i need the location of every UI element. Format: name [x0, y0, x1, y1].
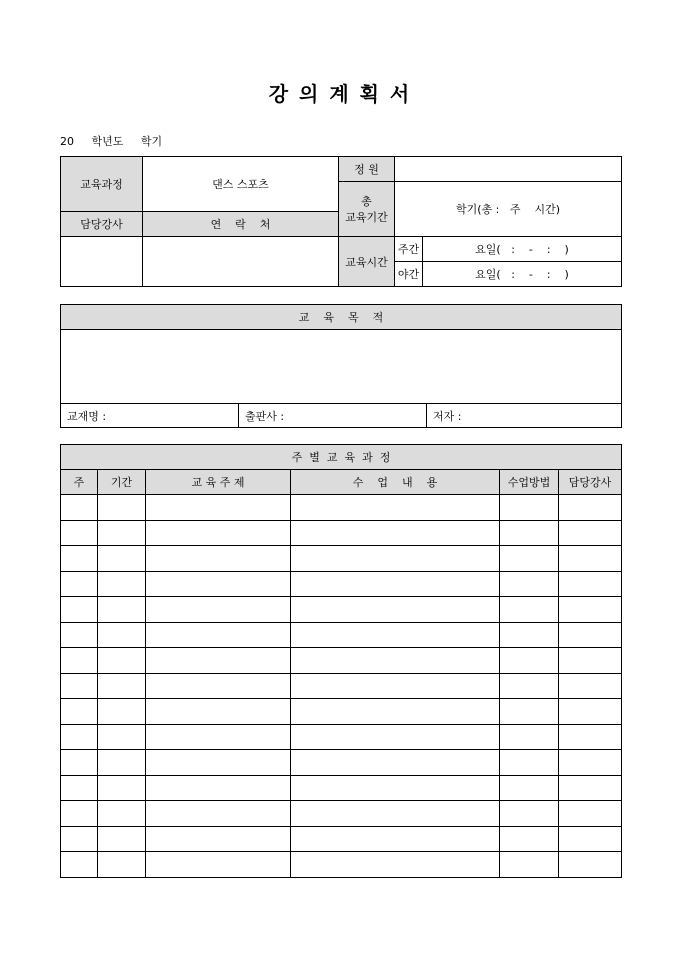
- period-cell[interactable]: [98, 852, 146, 878]
- period-cell[interactable]: [98, 699, 146, 725]
- instructor-cell[interactable]: [559, 801, 622, 827]
- period-cell[interactable]: [98, 597, 146, 623]
- content-cell[interactable]: [291, 699, 500, 725]
- total-period-label: [339, 182, 395, 237]
- week-cell[interactable]: [61, 852, 98, 878]
- week-cell[interactable]: [61, 775, 98, 801]
- table-row: [61, 724, 622, 750]
- week-cell[interactable]: [61, 699, 98, 725]
- instructor-cell[interactable]: [559, 571, 622, 597]
- table-row: [61, 648, 622, 674]
- table-row: [61, 597, 622, 623]
- topic-cell[interactable]: [146, 673, 291, 699]
- goals-content[interactable]: [61, 330, 622, 404]
- content-cell[interactable]: [291, 495, 500, 521]
- week-cell[interactable]: [61, 826, 98, 852]
- goals-table: [60, 304, 622, 428]
- period-cell[interactable]: [98, 495, 146, 521]
- table-row: [61, 571, 622, 597]
- weekly-column-headers: [61, 470, 622, 495]
- capacity-label: 정 원: [339, 157, 395, 182]
- instructor-label: 담당강사: [61, 212, 143, 237]
- col-content: 수 업 내 용: [291, 470, 500, 495]
- instructor-cell[interactable]: [559, 597, 622, 623]
- content-cell[interactable]: [291, 775, 500, 801]
- method-cell[interactable]: [500, 648, 559, 674]
- table-row: [61, 495, 622, 521]
- week-cell[interactable]: [61, 571, 98, 597]
- period-cell[interactable]: [98, 673, 146, 699]
- period-cell[interactable]: [98, 520, 146, 546]
- method-cell[interactable]: [500, 801, 559, 827]
- topic-cell[interactable]: [146, 775, 291, 801]
- col-topic: 교 육 주 제: [146, 470, 291, 495]
- instructor-cell[interactable]: [559, 750, 622, 776]
- goals-header: 교 육 목 적: [61, 305, 622, 330]
- topic-cell[interactable]: [146, 826, 291, 852]
- year-value: 20: [60, 135, 74, 148]
- week-cell[interactable]: [61, 622, 98, 648]
- period-cell[interactable]: [98, 801, 146, 827]
- content-cell[interactable]: [291, 546, 500, 572]
- day-label: 주간: [395, 237, 423, 262]
- table-row: [61, 750, 622, 776]
- method-cell[interactable]: [500, 622, 559, 648]
- period-cell[interactable]: [98, 622, 146, 648]
- topic-cell[interactable]: [146, 520, 291, 546]
- total-label-line2: 교육기간: [345, 211, 388, 224]
- week-cell[interactable]: [61, 648, 98, 674]
- semester-label: 학기: [140, 135, 163, 148]
- method-cell[interactable]: [500, 852, 559, 878]
- content-cell[interactable]: [291, 801, 500, 827]
- topic-cell[interactable]: [146, 801, 291, 827]
- period-cell[interactable]: [98, 750, 146, 776]
- textbook-field[interactable]: 교재명 :: [61, 404, 239, 428]
- week-cell[interactable]: [61, 750, 98, 776]
- topic-cell[interactable]: [146, 852, 291, 878]
- table-row: [61, 852, 622, 878]
- content-cell[interactable]: [291, 852, 500, 878]
- instructor-cell[interactable]: [559, 648, 622, 674]
- time-label: 교육시간: [339, 237, 395, 287]
- course-label: 교육과정: [61, 157, 143, 212]
- col-instructor: 담당강사: [559, 470, 622, 495]
- contact-label: 연 락 처: [143, 212, 339, 237]
- col-method: 수업방법: [500, 470, 559, 495]
- table-row: [61, 801, 622, 827]
- period-cell[interactable]: [98, 648, 146, 674]
- table-row: [61, 546, 622, 572]
- table-row: [61, 826, 622, 852]
- topic-cell[interactable]: [146, 495, 291, 521]
- instructor-value[interactable]: [61, 237, 143, 287]
- contact-value[interactable]: [143, 237, 339, 287]
- topic-cell[interactable]: [146, 546, 291, 572]
- method-cell[interactable]: [500, 826, 559, 852]
- period-cell[interactable]: [98, 724, 146, 750]
- night-label: 야간: [395, 262, 423, 287]
- table-row: [61, 699, 622, 725]
- topic-cell[interactable]: [146, 571, 291, 597]
- night-time-value[interactable]: 요일( : - : ): [423, 262, 622, 287]
- period-cell[interactable]: [98, 571, 146, 597]
- table-row: [61, 673, 622, 699]
- capacity-value[interactable]: [395, 157, 622, 182]
- method-cell[interactable]: [500, 571, 559, 597]
- instructor-cell[interactable]: [559, 673, 622, 699]
- content-cell[interactable]: [291, 648, 500, 674]
- week-cell[interactable]: [61, 546, 98, 572]
- instructor-cell[interactable]: [559, 495, 622, 521]
- instructor-cell[interactable]: [559, 775, 622, 801]
- weekly-header: 주 별 교 육 과 정: [61, 445, 622, 470]
- col-period: 기간: [98, 470, 146, 495]
- topic-cell[interactable]: [146, 597, 291, 623]
- topic-cell[interactable]: [146, 750, 291, 776]
- method-cell[interactable]: [500, 520, 559, 546]
- period-cell[interactable]: [98, 546, 146, 572]
- method-cell[interactable]: [500, 597, 559, 623]
- content-cell[interactable]: [291, 673, 500, 699]
- period-cell[interactable]: [98, 826, 146, 852]
- content-cell[interactable]: [291, 520, 500, 546]
- method-cell[interactable]: [500, 546, 559, 572]
- method-cell[interactable]: [500, 724, 559, 750]
- year-semester-line: [60, 133, 176, 149]
- content-cell[interactable]: [291, 597, 500, 623]
- weekly-table: [60, 444, 622, 878]
- instructor-cell[interactable]: [559, 546, 622, 572]
- week-cell[interactable]: [61, 673, 98, 699]
- instructor-cell[interactable]: [559, 622, 622, 648]
- content-cell[interactable]: [291, 826, 500, 852]
- publisher-field[interactable]: 출판사 :: [239, 404, 427, 428]
- week-cell[interactable]: [61, 724, 98, 750]
- table-row: [61, 775, 622, 801]
- table-row: [61, 520, 622, 546]
- method-cell[interactable]: [500, 673, 559, 699]
- instructor-cell[interactable]: [559, 724, 622, 750]
- topic-cell[interactable]: [146, 622, 291, 648]
- course-info-table: [60, 156, 622, 287]
- instructor-cell[interactable]: [559, 826, 622, 852]
- year-label: 학년도: [91, 135, 124, 148]
- period-cell[interactable]: [98, 775, 146, 801]
- topic-cell[interactable]: [146, 699, 291, 725]
- week-cell[interactable]: [61, 801, 98, 827]
- content-cell[interactable]: [291, 750, 500, 776]
- total-label-line1: 총: [361, 195, 372, 208]
- method-cell[interactable]: [500, 775, 559, 801]
- course-value[interactable]: 댄스 스포츠: [143, 157, 339, 212]
- week-cell[interactable]: [61, 520, 98, 546]
- col-week: 주: [61, 470, 98, 495]
- week-cell[interactable]: [61, 597, 98, 623]
- topic-cell[interactable]: [146, 724, 291, 750]
- page-title: 강 의 계 획 서: [268, 82, 412, 106]
- method-cell[interactable]: [500, 699, 559, 725]
- instructor-cell[interactable]: [559, 699, 622, 725]
- day-time-value[interactable]: 요일( : - : ): [423, 237, 622, 262]
- total-period-value[interactable]: 학기(총 : 주 시간): [395, 182, 622, 237]
- instructor-cell[interactable]: [559, 520, 622, 546]
- table-row: [61, 622, 622, 648]
- instructor-cell[interactable]: [559, 852, 622, 878]
- method-cell[interactable]: [500, 495, 559, 521]
- method-cell[interactable]: [500, 750, 559, 776]
- content-cell[interactable]: [291, 571, 500, 597]
- topic-cell[interactable]: [146, 648, 291, 674]
- author-field[interactable]: 저자 :: [427, 404, 622, 428]
- week-cell[interactable]: [61, 495, 98, 521]
- content-cell[interactable]: [291, 622, 500, 648]
- content-cell[interactable]: [291, 724, 500, 750]
